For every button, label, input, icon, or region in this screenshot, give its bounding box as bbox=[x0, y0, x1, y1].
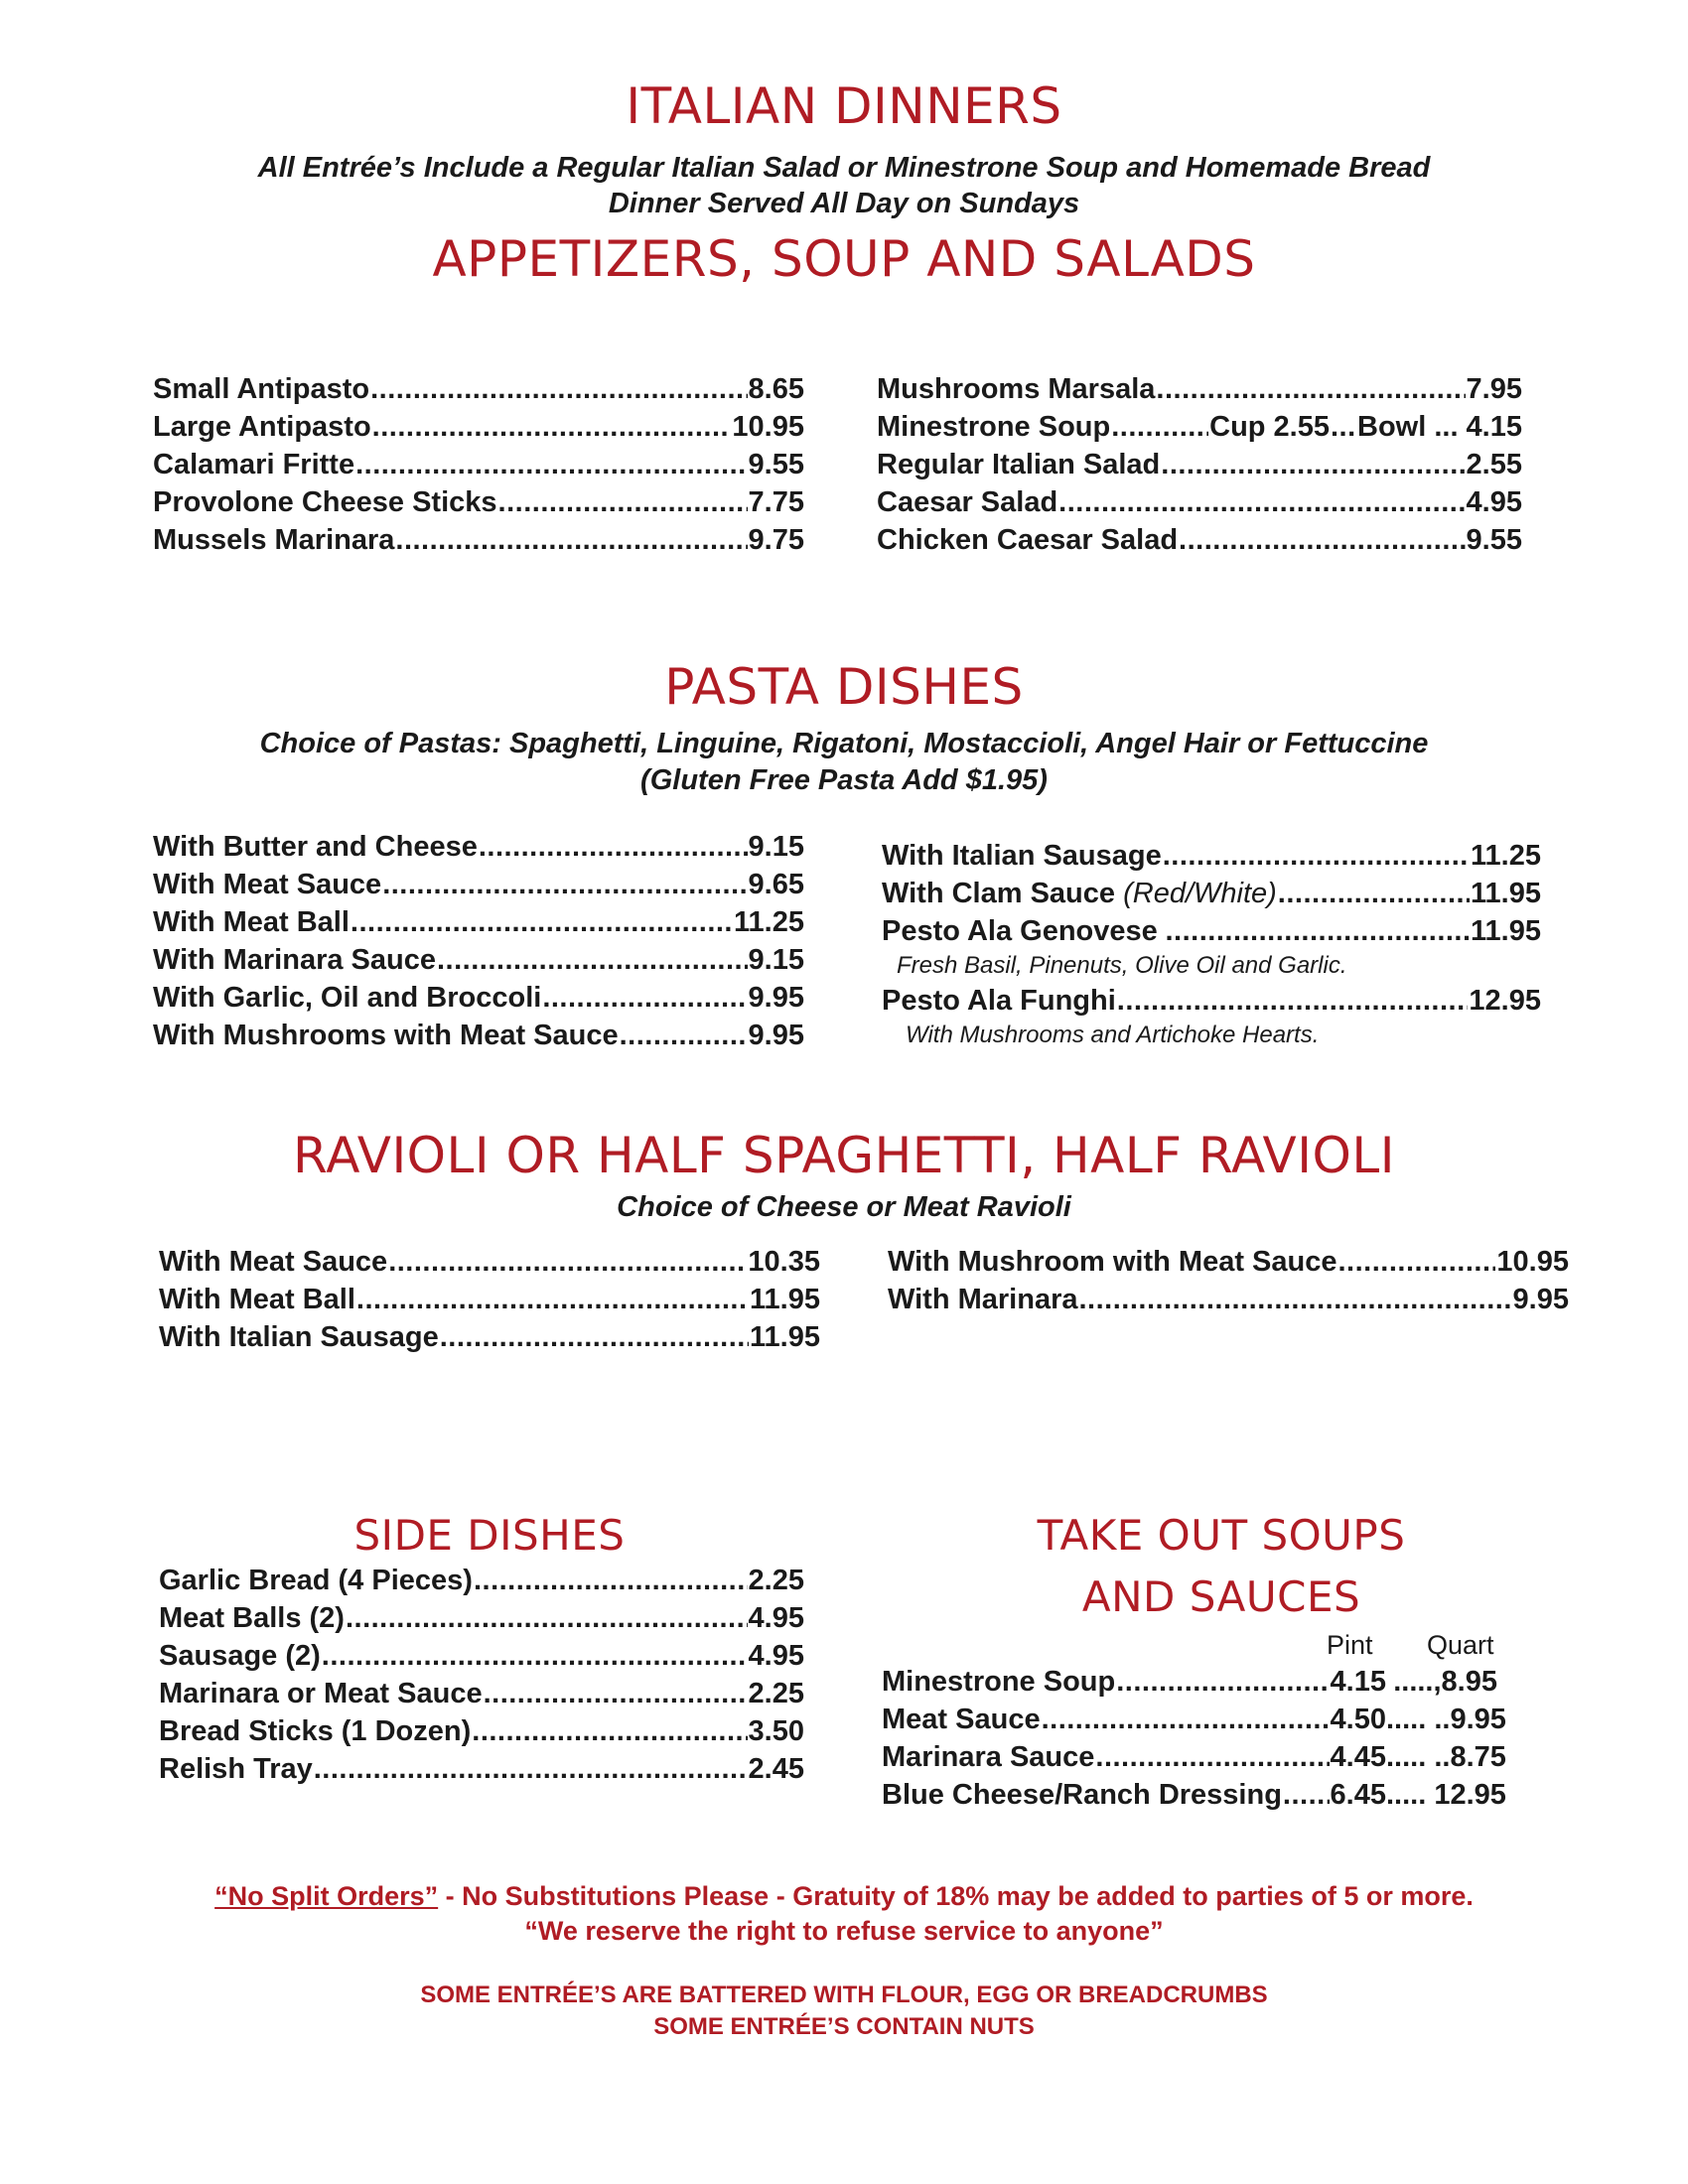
pasta-subtitle-1: Choice of Pastas: Spaghetti, Linguine, Rigatoni, Mostaccioli, Angel Hair or Fettuccine bbox=[259, 728, 1429, 759]
item-name: Provolone Cheese Sticks bbox=[153, 486, 497, 518]
item-name: Pesto Ala Genovese bbox=[882, 915, 1158, 947]
menu-item bbox=[153, 903, 804, 941]
menu-item bbox=[153, 941, 804, 979]
item-price-pint: 4.50 bbox=[1330, 1704, 1386, 1735]
menu-item bbox=[877, 446, 1522, 483]
item-name: With Marinara bbox=[888, 1284, 1078, 1315]
item-price: 11.25 bbox=[1471, 840, 1541, 872]
item-price: 4.95 bbox=[748, 1602, 804, 1634]
item-price: 9.95 bbox=[748, 1020, 804, 1051]
ravioli-subtitle: Choice of Cheese or Meat Ravioli bbox=[617, 1191, 1071, 1223]
item-name: Bread Sticks (1 Dozen) bbox=[159, 1715, 472, 1747]
item-price-pint: 6.45 bbox=[1330, 1779, 1386, 1811]
item-name: Blue Cheese/Ranch Dressing bbox=[882, 1779, 1282, 1811]
appetizers-right-list bbox=[877, 370, 1522, 559]
sides-list bbox=[159, 1562, 804, 1788]
takeout-list bbox=[882, 1663, 1506, 1814]
reserve-note: “We reserve the right to refuse service to anyone” bbox=[524, 1916, 1164, 1946]
allergen-disclaimer-2: SOME ENTRÉE’S CONTAIN NUTS bbox=[653, 2013, 1035, 2040]
item-price-pint: 4.45 bbox=[1330, 1741, 1386, 1773]
menu-item bbox=[153, 866, 804, 903]
item-name: Pesto Ala Funghi bbox=[882, 985, 1116, 1017]
menu-item bbox=[882, 1663, 1497, 1701]
menu-item bbox=[153, 483, 804, 521]
item-name: Caesar Salad bbox=[877, 486, 1058, 518]
item-name: Meat Balls (2) bbox=[159, 1602, 345, 1634]
item-description: Fresh Basil, Pinenuts, Olive Oil and Garlic. bbox=[897, 952, 1347, 979]
menu-item bbox=[159, 1675, 804, 1712]
menu-item bbox=[153, 370, 804, 408]
menu-item bbox=[882, 837, 1541, 875]
ravioli-right-list bbox=[888, 1243, 1569, 1318]
item-name: Calamari Fritte bbox=[153, 449, 355, 480]
pasta-left-list bbox=[153, 828, 804, 1054]
item-name: Mussels Marinara bbox=[153, 524, 395, 556]
menu-item bbox=[877, 370, 1522, 408]
item-price-cup: Cup 2.55 bbox=[1209, 411, 1330, 443]
item-price: 9.65 bbox=[748, 869, 804, 900]
menu-item bbox=[153, 408, 804, 446]
item-price-quart: .....,8.95 bbox=[1393, 1666, 1497, 1698]
item-name: Large Antipasto bbox=[153, 411, 371, 443]
item-name: Mushrooms Marsala bbox=[877, 373, 1156, 405]
item-price-bowl: Bowl ... 4.15 bbox=[1357, 411, 1522, 443]
appetizers-title: APPETIZERS, SOUP AND SALADS bbox=[432, 230, 1256, 288]
no-split-orders: “No Split Orders” bbox=[214, 1881, 439, 1911]
item-price: 9.75 bbox=[748, 524, 804, 556]
allergen-disclaimer-1: SOME ENTRÉE’S ARE BATTERED WITH FLOUR, EGG OR BREADCRUMBS bbox=[420, 1981, 1268, 2008]
item-price: 11.25 bbox=[734, 906, 804, 938]
item-price-pint: 4.15 bbox=[1330, 1666, 1386, 1698]
item-name: Small Antipasto bbox=[153, 373, 370, 405]
item-note: (Red/White) bbox=[1123, 878, 1277, 909]
item-name: Chicken Caesar Salad bbox=[877, 524, 1179, 556]
menu-item bbox=[153, 1017, 804, 1054]
item-price: 9.15 bbox=[748, 831, 804, 863]
item-name: With Italian Sausage bbox=[882, 840, 1162, 872]
menu-item bbox=[153, 828, 804, 866]
item-price: 10.95 bbox=[732, 411, 804, 443]
item-price: 2.25 bbox=[748, 1565, 804, 1596]
item-price: 9.55 bbox=[748, 449, 804, 480]
menu-item bbox=[153, 521, 804, 559]
item-name: Relish Tray bbox=[159, 1753, 313, 1785]
menu-item bbox=[159, 1750, 804, 1788]
item-price: 8.65 bbox=[748, 373, 804, 405]
item-price: 11.95 bbox=[1471, 915, 1541, 947]
policy-text: - No Substitutions Please - Gratuity of 18% may be added to parties of 5 or more. bbox=[438, 1881, 1474, 1911]
menu-item bbox=[877, 483, 1522, 521]
menu-item bbox=[882, 1776, 1506, 1814]
menu-item bbox=[159, 1637, 804, 1675]
takeout-title-1: TAKE OUT SOUPS bbox=[1037, 1511, 1406, 1560]
item-price-quart: ..... 12.95 bbox=[1386, 1779, 1506, 1811]
item-price-quart: ..... ..8.75 bbox=[1386, 1741, 1506, 1773]
pasta-right-list bbox=[882, 837, 1541, 1051]
item-name: Marinara or Meat Sauce bbox=[159, 1678, 483, 1709]
menu-item bbox=[877, 408, 1522, 446]
header-subtitle-2: Dinner Served All Day on Sundays bbox=[608, 188, 1080, 219]
item-price: 10.95 bbox=[1496, 1246, 1569, 1278]
menu-item bbox=[159, 1281, 820, 1318]
item-name: With Italian Sausage bbox=[159, 1321, 439, 1353]
item-price: 11.95 bbox=[1471, 878, 1541, 909]
menu-item bbox=[159, 1318, 820, 1356]
item-name: With Garlic, Oil and Broccoli bbox=[153, 982, 542, 1014]
menu-item bbox=[888, 1243, 1569, 1281]
item-name: With Clam Sauce bbox=[882, 878, 1116, 909]
menu-item bbox=[888, 1281, 1569, 1318]
item-name: Minestrone Soup bbox=[877, 411, 1111, 443]
pasta-subtitle-2: (Gluten Free Pasta Add $1.95) bbox=[640, 764, 1048, 796]
item-name: Regular Italian Salad bbox=[877, 449, 1161, 480]
item-name: Garlic Bread (4 Pieces) bbox=[159, 1565, 473, 1596]
item-price: 9.95 bbox=[1512, 1284, 1569, 1315]
menu-item bbox=[153, 979, 804, 1017]
item-price: 7.75 bbox=[748, 486, 804, 518]
menu-item bbox=[159, 1712, 804, 1750]
menu-item bbox=[159, 1599, 804, 1637]
item-name: With Butter and Cheese bbox=[153, 831, 478, 863]
item-price: 11.95 bbox=[750, 1321, 820, 1353]
ravioli-title: RAVIOLI OR HALF SPAGHETTI, HALF RAVIOLI bbox=[293, 1127, 1395, 1184]
item-name: Sausage (2) bbox=[159, 1640, 321, 1672]
menu-item bbox=[882, 982, 1541, 1020]
item-description: With Mushrooms and Artichoke Hearts. bbox=[906, 1022, 1320, 1048]
item-price: 9.95 bbox=[748, 982, 804, 1014]
menu-item bbox=[153, 446, 804, 483]
item-price: 7.95 bbox=[1466, 373, 1522, 405]
column-header-pint: Pint bbox=[1327, 1630, 1373, 1660]
header-subtitle-1: All Entrée’s Include a Regular Italian Salad or Minestrone Soup and Homemade Bread bbox=[257, 152, 1431, 184]
menu-item bbox=[877, 521, 1522, 559]
item-name: With Meat Sauce bbox=[159, 1246, 388, 1278]
item-name: Marinara Sauce bbox=[882, 1741, 1095, 1773]
menu-item bbox=[159, 1562, 804, 1599]
column-header-quart: Quart bbox=[1427, 1630, 1494, 1660]
takeout-title-2: AND SAUCES bbox=[1081, 1572, 1361, 1621]
item-name: With Meat Ball bbox=[153, 906, 350, 938]
item-name: With Mushrooms with Meat Sauce bbox=[153, 1020, 619, 1051]
item-price-quart: ..... ..9.95 bbox=[1386, 1704, 1506, 1735]
item-price: 4.95 bbox=[748, 1640, 804, 1672]
item-price: 2.25 bbox=[748, 1678, 804, 1709]
page-title: ITALIAN DINNERS bbox=[626, 77, 1062, 135]
item-price: 2.55 bbox=[1466, 449, 1522, 480]
item-price: 4.95 bbox=[1466, 486, 1522, 518]
item-name: With Meat Sauce bbox=[153, 869, 382, 900]
menu-item bbox=[882, 1738, 1506, 1776]
sides-title: SIDE DISHES bbox=[353, 1511, 626, 1560]
item-name: Minestrone Soup bbox=[882, 1666, 1116, 1698]
policy-note bbox=[0, 1878, 1688, 1914]
menu-item bbox=[882, 875, 1541, 912]
item-price: 11.95 bbox=[750, 1284, 820, 1315]
item-price: 2.45 bbox=[748, 1753, 804, 1785]
item-name: With Marinara Sauce bbox=[153, 944, 436, 976]
item-price: 9.55 bbox=[1466, 524, 1522, 556]
appetizers-left-list bbox=[153, 370, 804, 559]
item-name: Meat Sauce bbox=[882, 1704, 1041, 1735]
item-name: With Mushroom with Meat Sauce bbox=[888, 1246, 1337, 1278]
menu-item bbox=[882, 912, 1541, 950]
ravioli-left-list bbox=[159, 1243, 820, 1356]
item-price: 3.50 bbox=[748, 1715, 804, 1747]
pasta-title: PASTA DISHES bbox=[664, 658, 1024, 716]
item-price: 10.35 bbox=[748, 1246, 820, 1278]
menu-item bbox=[882, 1701, 1506, 1738]
item-price: 9.15 bbox=[748, 944, 804, 976]
item-price: 12.95 bbox=[1469, 985, 1541, 1017]
item-name: With Meat Ball bbox=[159, 1284, 355, 1315]
menu-item bbox=[159, 1243, 820, 1281]
